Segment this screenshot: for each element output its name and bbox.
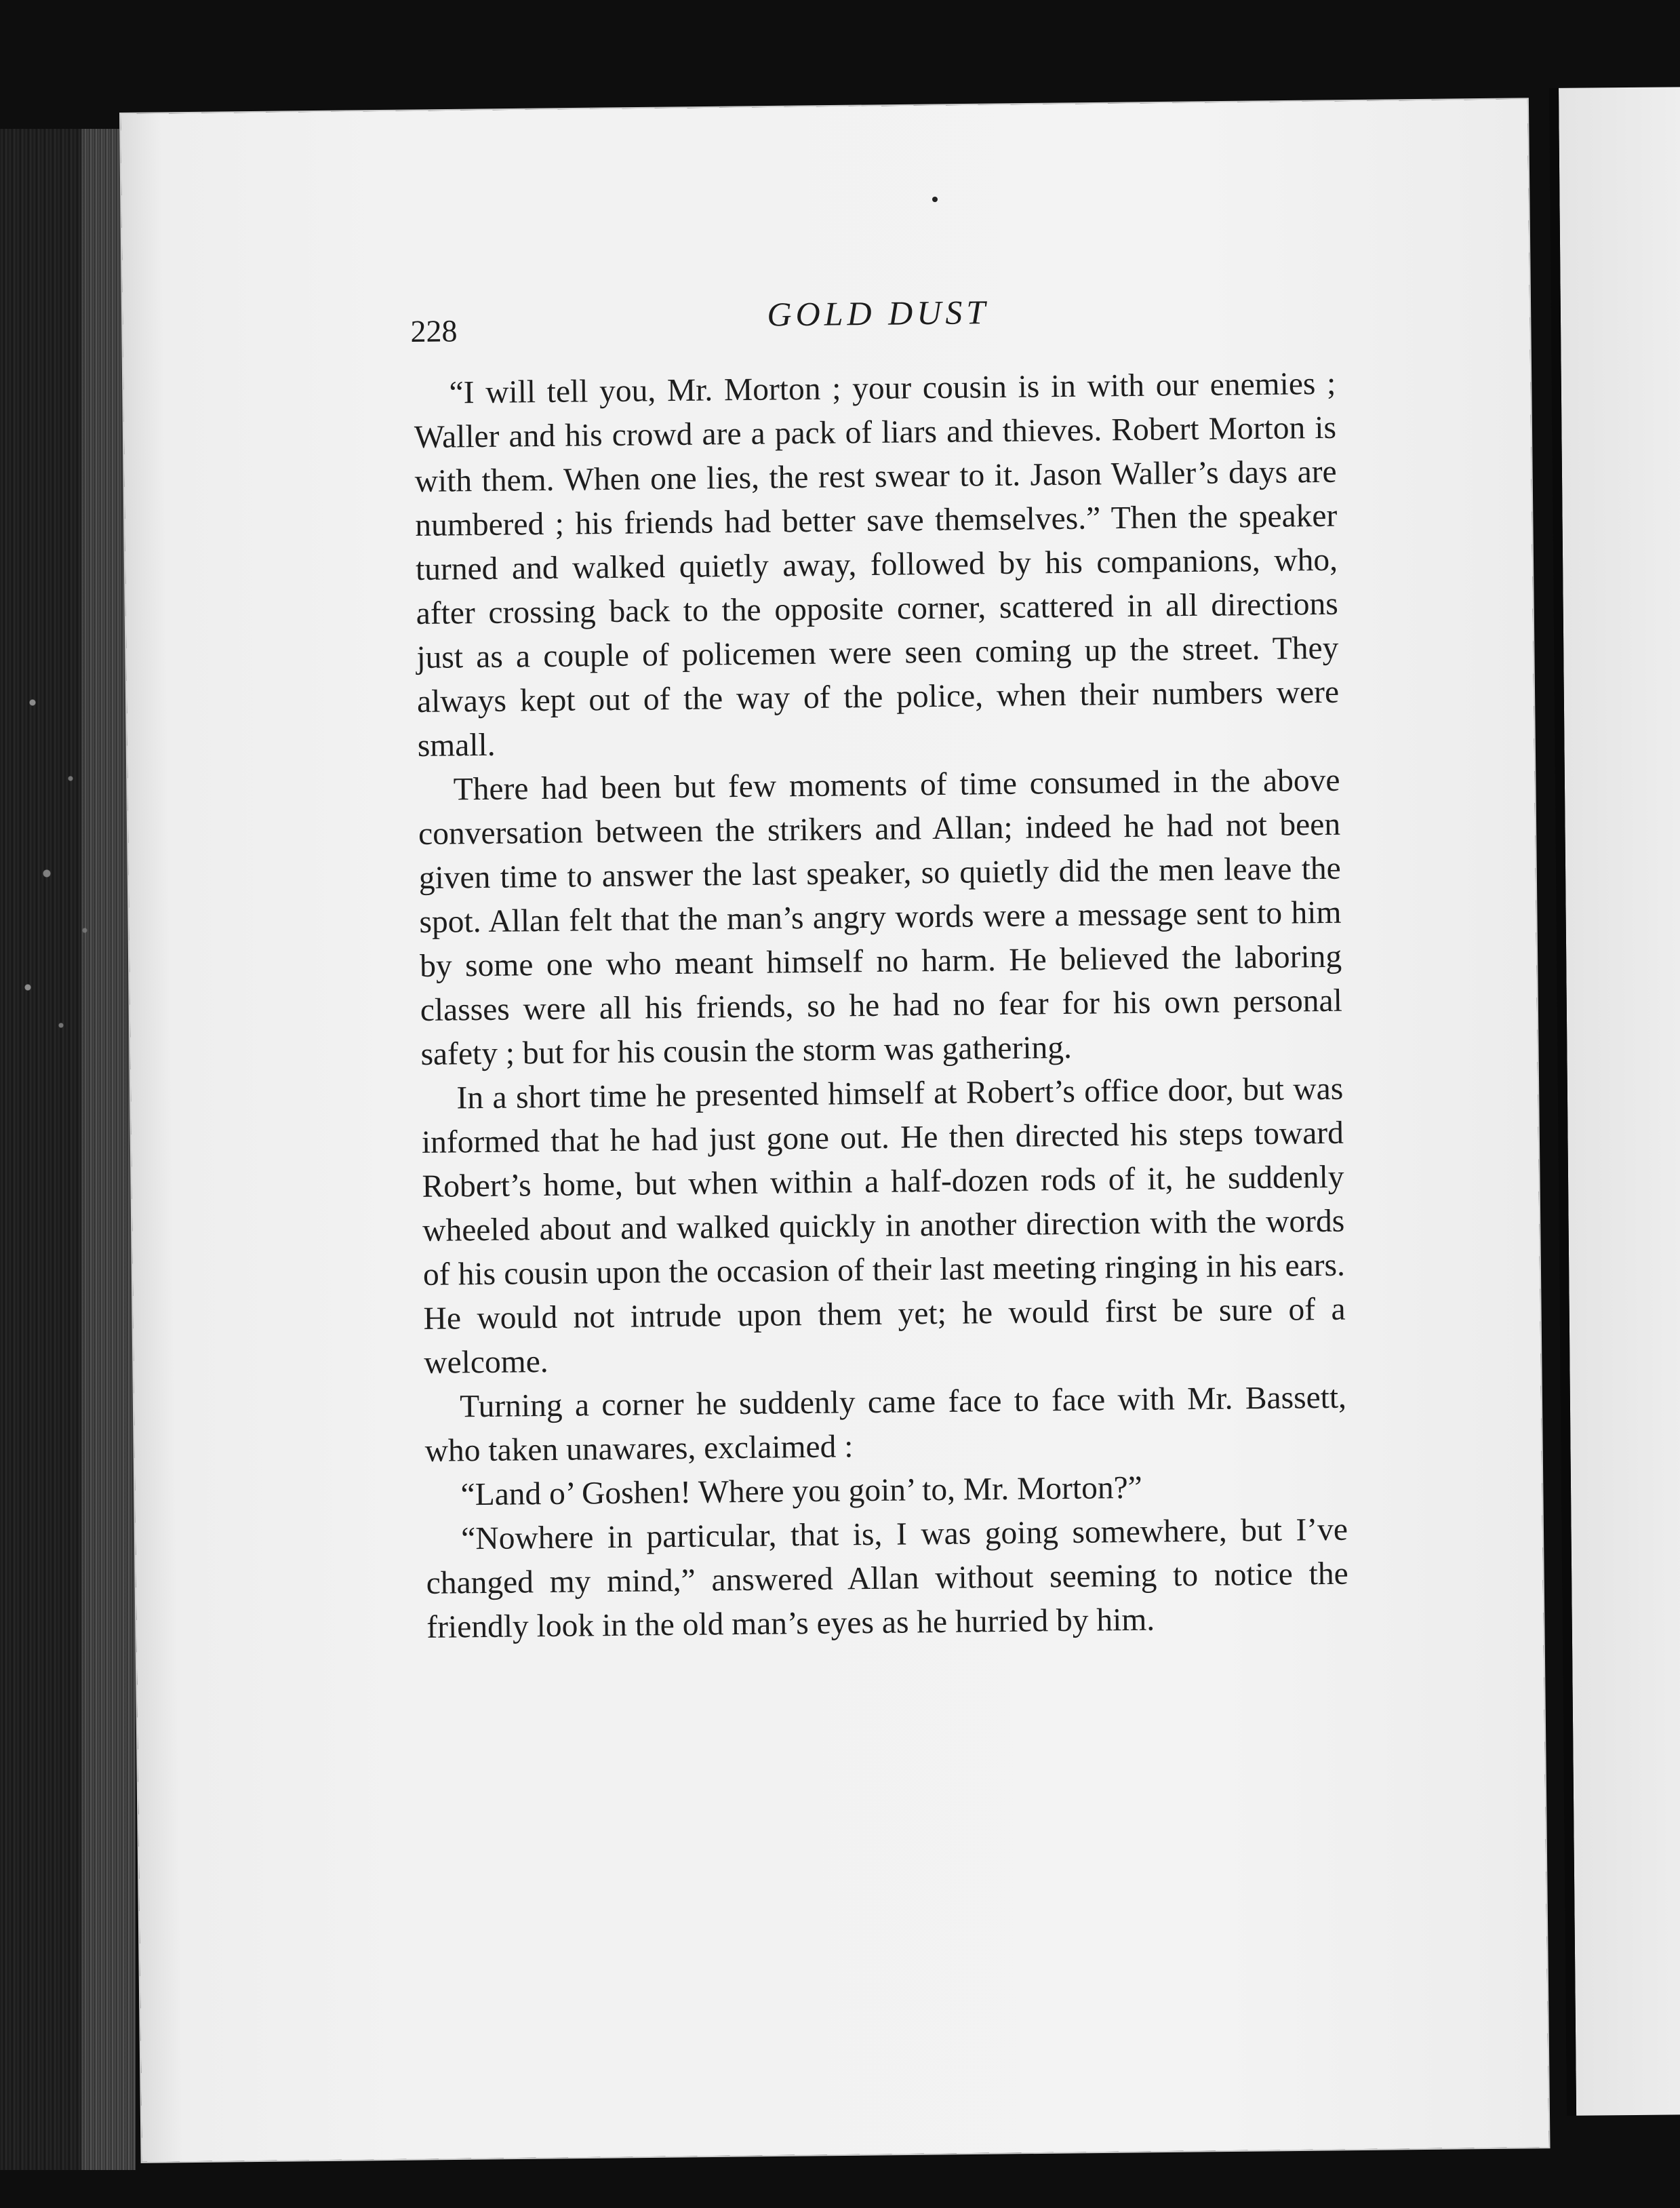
paragraph: “Land o’ Goshen! Where you goin’ to, Mr. Morton?” xyxy=(460,1470,1142,1513)
paragraph: “I will tell you, Mr. Morton ; your cousin is in with our enemies ; Waller and his crowd are a pack of liars and thieves. Robert Morton is with them. When one lies, the rest swear to it. Jason Waller’s days are numbered ; his friends had better save themselves.” Then the speaker turned and walked quietly away, followed by his companions, who, after crossing back to the opposite corner, scattered in all directions just as a couple of policemen were seen coming up the street. They always kept out of the way of the police, when their numbers were small. xyxy=(414,366,1340,764)
ink-dot xyxy=(932,197,938,202)
scan-speckle xyxy=(14,665,108,1044)
page-number: 228 xyxy=(410,313,458,349)
paragraph: In a short time he presented himself at Robert’s office door, but was informed that he had just gone out. He then directed his steps toward Robert’s home, but when within a half-dozen rods of it, he suddenly wheeled about and walked quickly in another direction with the words of his cousin upon the occasion of their last meeting ringing in his ears. He would not intrude upon them yet; he would first be sure of a welcome. xyxy=(421,1071,1346,1381)
page-edges xyxy=(0,129,136,2170)
facing-page-edge xyxy=(1549,87,1680,2116)
paragraph: Turning a corner he suddenly came face to face with Mr. Bassett, who taken unawares, exclaimed : xyxy=(424,1379,1347,1469)
page-body xyxy=(414,362,1349,1650)
paragraph: There had been but few moments of time consumed in the above conversation between the strikers and Allan; indeed he had not been given time to answer the last speaker, so quietly did the men leave the spot. Allan felt that the man’s angry words were a message sent to him by some one who meant himself no harm. He believed the laboring classes were all his friends, so he had no fear for his own personal safety ; but for his cousin the storm was gathering. xyxy=(418,762,1343,1072)
paragraph: “Nowhere in particular, that is, I was going somewhere, but I’ve changed my mind,” answered Allan without seeming to notice the friendly look in the old man’s eyes as he hurried by him. xyxy=(426,1512,1348,1645)
running-title: GOLD DUST xyxy=(767,293,990,334)
page-header xyxy=(410,289,1346,353)
